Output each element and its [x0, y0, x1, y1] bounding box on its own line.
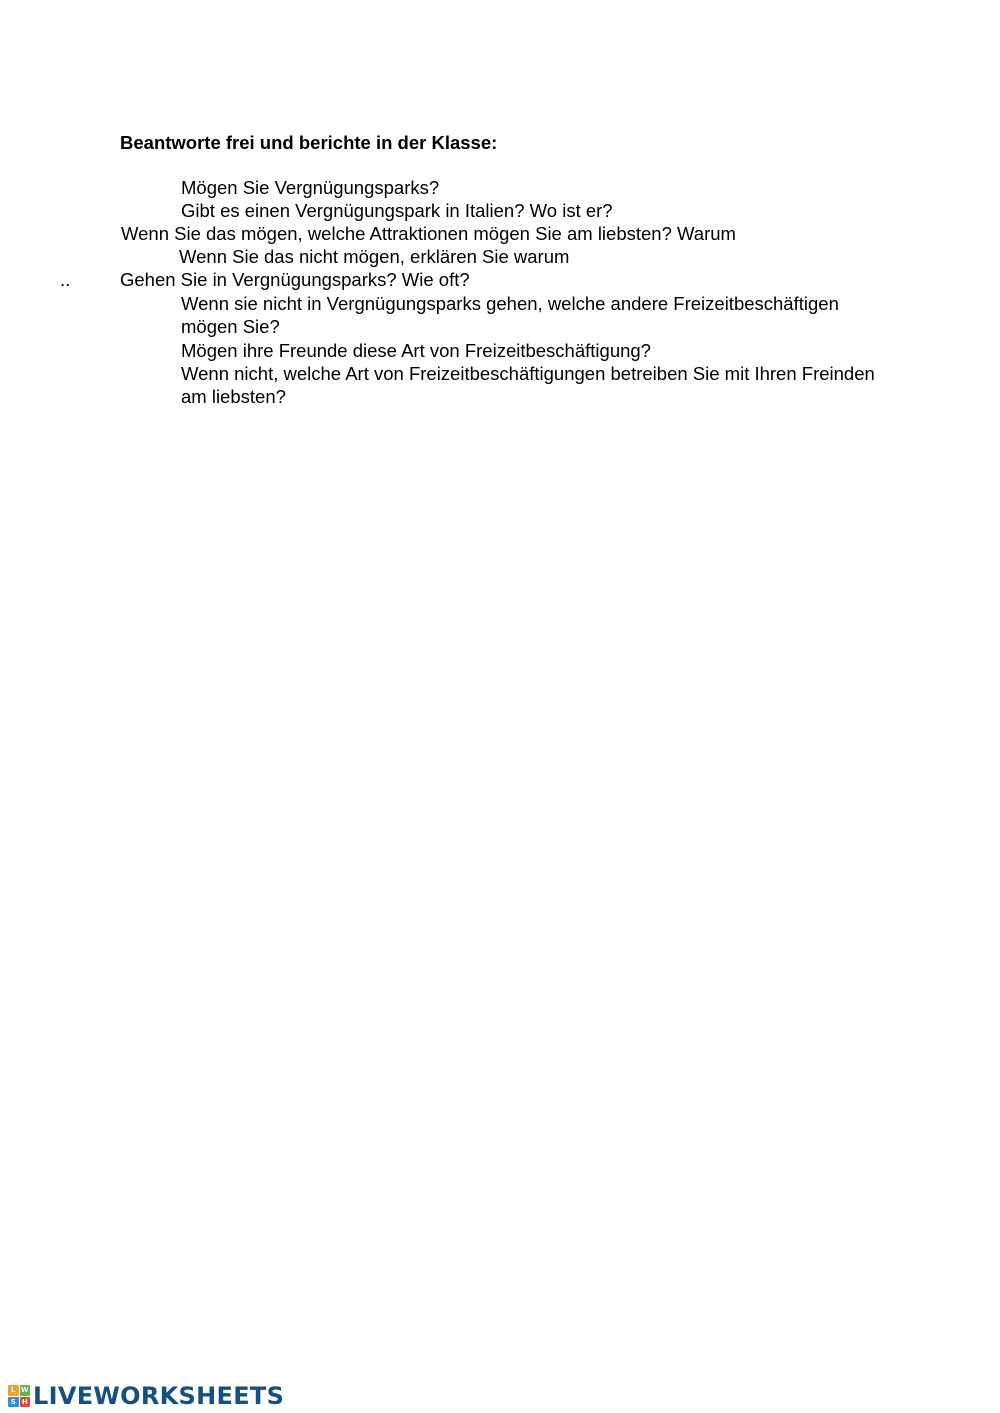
- list-marker: ..: [60, 269, 71, 290]
- question-line: Gibt es einen Vergnügungspark in Italien? Wo ist er?: [181, 200, 613, 221]
- logo-block: W: [20, 1386, 29, 1394]
- logo-block: H: [20, 1397, 31, 1408]
- question-line: Wenn Sie das nicht mögen, erklären Sie warum: [179, 246, 570, 267]
- question-line: mögen Sie?: [181, 316, 280, 337]
- liveworksheets-logo[interactable]: [8, 1382, 284, 1410]
- question-line: Gehen Sie in Vergnügungsparks? Wie oft?: [120, 269, 470, 290]
- logo-wordmark: LIVEWORKSHEETS: [33, 1382, 285, 1410]
- question-line: Mögen ihre Freunde diese Art von Freizeitbeschäftigung?: [181, 340, 651, 361]
- logo-block: S: [8, 1397, 19, 1408]
- question-line: Wenn Sie das mögen, welche Attraktionen mögen Sie am liebsten? Warum: [121, 223, 736, 244]
- question-line: am liebsten?: [181, 386, 286, 407]
- liveworksheets-blocks-icon: [8, 1385, 30, 1407]
- question-line: Wenn sie nicht in Vergnügungsparks gehen, welche andere Freizeitbeschäftigen: [181, 293, 839, 314]
- question-line: Mögen Sie Vergnügungsparks?: [181, 177, 440, 198]
- worksheet-heading: Beantworte frei und berichte in der Klasse:: [120, 132, 498, 153]
- question-line: Wenn nicht, welche Art von Freizeitbeschäftigungen betreiben Sie mit Ihren Freinden: [181, 363, 875, 384]
- logo-block: L: [8, 1385, 19, 1396]
